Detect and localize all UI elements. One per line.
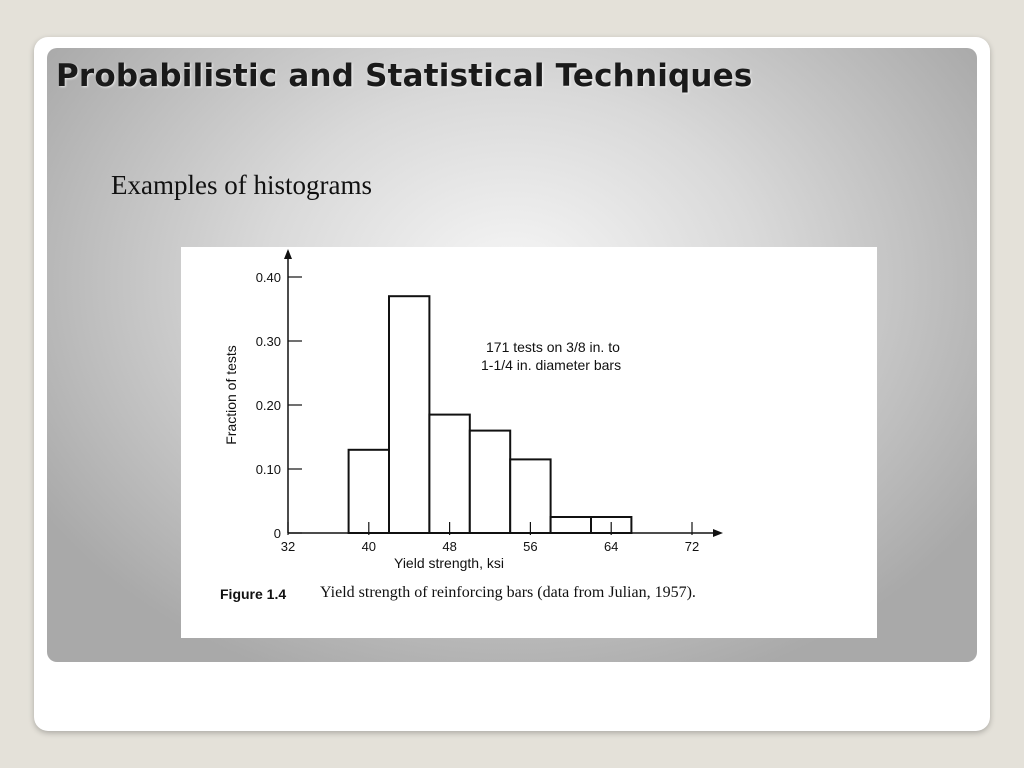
histogram-bar-4 <box>470 431 510 533</box>
x-axis-arrow <box>713 529 723 537</box>
y-axis-label: Fraction of tests <box>223 345 239 445</box>
y-tick-label: 0.20 <box>255 398 281 413</box>
histogram-bar-3 <box>429 415 469 533</box>
y-tick-label: 0.10 <box>255 462 281 477</box>
histogram-chart <box>181 247 877 638</box>
x-axis-label: Yield strength, ksi <box>394 555 504 571</box>
figure-caption-label: Figure 1.4 <box>220 586 287 602</box>
y-tick-label: 0.40 <box>255 270 281 285</box>
x-tick-label: 48 <box>442 539 457 554</box>
histogram-bar-5 <box>510 459 550 533</box>
annotation-line-2: 1-1/4 in. diameter bars <box>481 357 622 373</box>
x-tick-label: 40 <box>361 539 377 554</box>
histogram-bar-2 <box>389 296 429 533</box>
y-axis-arrow <box>284 249 292 259</box>
figure-image <box>181 247 877 638</box>
x-tick-label: 64 <box>603 539 619 554</box>
y-tick-label: 0 <box>273 526 281 541</box>
annotation-line-1: 171 tests on 3/8 in. to <box>486 339 620 355</box>
slide-title: Probabilistic and Statistical Techniques <box>56 58 753 94</box>
figure-caption-text: Yield strength of reinforcing bars (data from Julian, 1957). <box>320 584 696 601</box>
x-tick-label: 32 <box>280 539 296 554</box>
x-tick-label: 56 <box>523 539 538 554</box>
slide-subtitle: Examples of histograms <box>111 170 372 200</box>
histogram-bar-6 <box>551 517 591 533</box>
y-tick-label: 0.30 <box>255 334 281 349</box>
x-tick-label: 72 <box>684 539 700 554</box>
histogram-bar-1 <box>349 450 389 533</box>
